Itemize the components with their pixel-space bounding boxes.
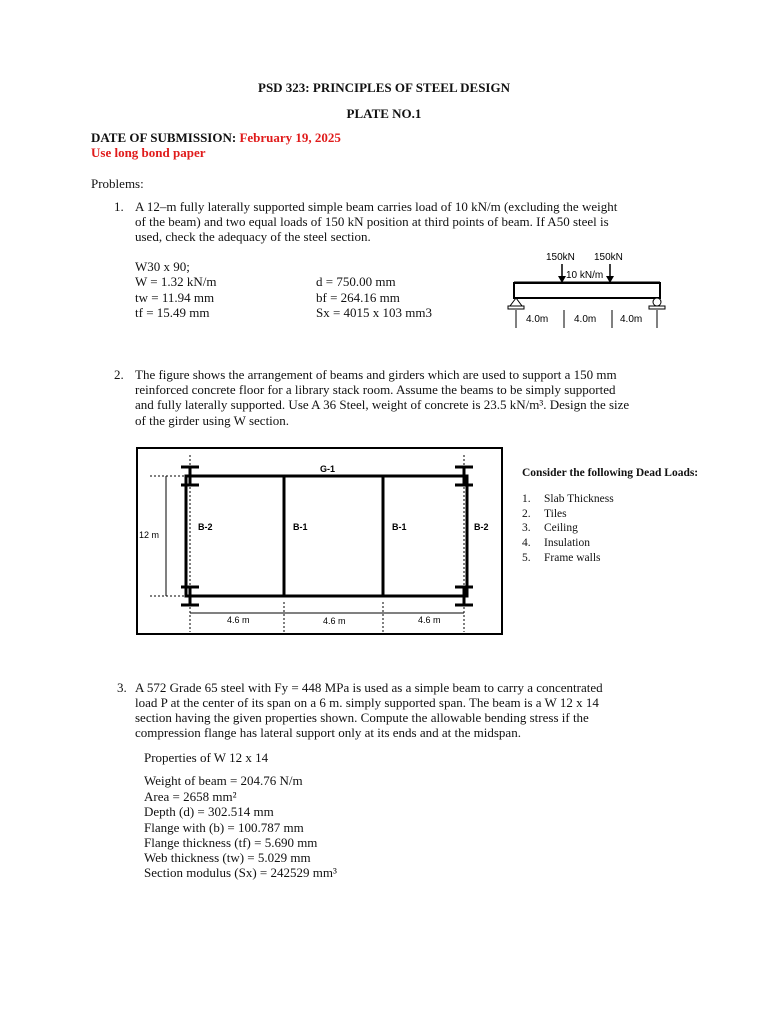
- pin-support: [510, 298, 522, 306]
- p1-prop-left-3: tw = 11.94 mm: [135, 290, 215, 305]
- p3-line-4: compression flange has lateral support only at its ends and at the midspan.: [135, 725, 521, 740]
- load-2-label: 150kN: [594, 252, 623, 263]
- dead-load-label: Tiles: [544, 508, 567, 520]
- p3-prop: Flange thickness (tf) = 5.690 mm: [144, 835, 318, 850]
- span-label-2: 4.0m: [574, 314, 597, 325]
- height-label: 12 m: [139, 530, 160, 540]
- dead-load-item: [522, 492, 614, 507]
- girder-label: G-1: [320, 464, 336, 474]
- date-of-submission: [91, 130, 341, 145]
- dead-load-num: 3.: [522, 522, 531, 534]
- p3-line-1: A 572 Grade 65 steel with Fy = 448 MPa is used as a simple beam to carry a concentrated: [135, 680, 603, 695]
- p3-prop: Web thickness (tw) = 5.029 mm: [144, 850, 311, 865]
- dead-load-item: [522, 551, 601, 566]
- p3-prop: Flange with (b) = 100.787 mm: [144, 820, 304, 835]
- dead-load-label: Frame walls: [544, 552, 601, 564]
- p1-prop-right-1: d = 750.00 mm: [316, 274, 396, 289]
- plan-span-label-2: 4.6 m: [323, 616, 346, 626]
- dead-load-item: [522, 507, 567, 522]
- udl-label: 10 kN/m: [566, 270, 604, 281]
- plate-title: PLATE NO.1: [346, 106, 422, 121]
- p3-prop: Section modulus (Sx) = 242529 mm³: [144, 865, 337, 880]
- p1-prop-right-2: bf = 264.16 mm: [316, 290, 400, 305]
- span-label-3: 4.0m: [620, 314, 643, 325]
- beam-label-2: B-1: [293, 522, 308, 532]
- p2-line-3: and fully laterally supported. Use A 36 Steel, weight of concrete is 23.5 kN/m³. Design the size: [135, 397, 630, 412]
- beam-label-4: B-2: [474, 522, 489, 532]
- p3-line-2: load P at the center of its span on a 6 m. simply supported span. The beam is a W 12 x 14: [135, 695, 599, 710]
- p2-line-4: of the girder using W section.: [135, 413, 290, 428]
- dead-load-label: Slab Thickness: [544, 493, 614, 505]
- roller-support-base: [649, 306, 665, 309]
- p1-prop-left-1: W30 x 90;: [135, 259, 190, 274]
- dead-load-num: 2.: [522, 508, 531, 520]
- span-label-1: 4.0m: [526, 314, 549, 325]
- p1-line-1: A 12–m fully laterally supported simple beam carries load of 10 kN/m (excluding the weight: [135, 199, 618, 214]
- dead-load-label: Insulation: [544, 537, 590, 549]
- dead-load-num: 5.: [522, 552, 531, 564]
- date-value: February 19, 2025: [239, 130, 341, 145]
- p3-prop: Area = 2658 mm²: [144, 789, 237, 804]
- p1-prop-left-4: tf = 15.49 mm: [135, 305, 210, 320]
- p1-line-3: used, check the adequacy of the steel section.: [135, 229, 371, 244]
- beam-label-3: B-1: [392, 522, 407, 532]
- plan-span-label-1: 4.6 m: [227, 615, 250, 625]
- p3-line-3: section having the given properties shown. Compute the allowable bending stress if the: [135, 710, 589, 725]
- paper-note: Use long bond paper: [91, 145, 206, 160]
- load-1-label: 150kN: [546, 252, 575, 263]
- p1-prop-right-3: Sx = 4015 x 103 mm3: [316, 305, 433, 320]
- p2-line-2: reinforced concrete floor for a library stack room. Assume the beams to be simply supported: [135, 382, 616, 397]
- p1-number: 1.: [114, 199, 124, 214]
- beam-label-1: B-2: [198, 522, 213, 532]
- p2-number: 2.: [114, 367, 124, 382]
- date-label: DATE OF SUBMISSION:: [91, 130, 237, 145]
- plan-span-label-3: 4.6 m: [418, 615, 441, 625]
- dead-loads-title: Consider the following Dead Loads:: [522, 467, 699, 479]
- dead-load-item: [522, 521, 578, 536]
- dead-load-item: [522, 536, 590, 551]
- p3-prop: Weight of beam = 204.76 N/m: [144, 773, 303, 788]
- roller-support: [653, 298, 661, 306]
- p1-line-2: of the beam) and two equal loads of 150 kN position at third points of beam. If A50 steel is: [135, 214, 609, 229]
- p1-prop-left-2: W = 1.32 kN/m: [135, 274, 217, 289]
- p3-prop: Depth (d) = 302.514 mm: [144, 804, 274, 819]
- p2-line-1: The figure shows the arrangement of beams and girders which are used to support a 150 mm: [135, 367, 617, 382]
- dead-load-num: 1.: [522, 493, 531, 505]
- problems-label: Problems:: [91, 176, 144, 191]
- course-title: PSD 323: PRINCIPLES OF STEEL DESIGN: [258, 80, 510, 95]
- pin-support-base: [508, 306, 524, 309]
- p3-number: 3.: [117, 680, 127, 695]
- floor-framing-plan: [136, 447, 503, 635]
- beam-load-diagram: [500, 248, 675, 333]
- dead-load-num: 4.: [522, 537, 531, 549]
- p3-props-title: Properties of W 12 x 14: [144, 750, 269, 765]
- dead-load-label: Ceiling: [544, 522, 578, 534]
- beam: [514, 283, 660, 298]
